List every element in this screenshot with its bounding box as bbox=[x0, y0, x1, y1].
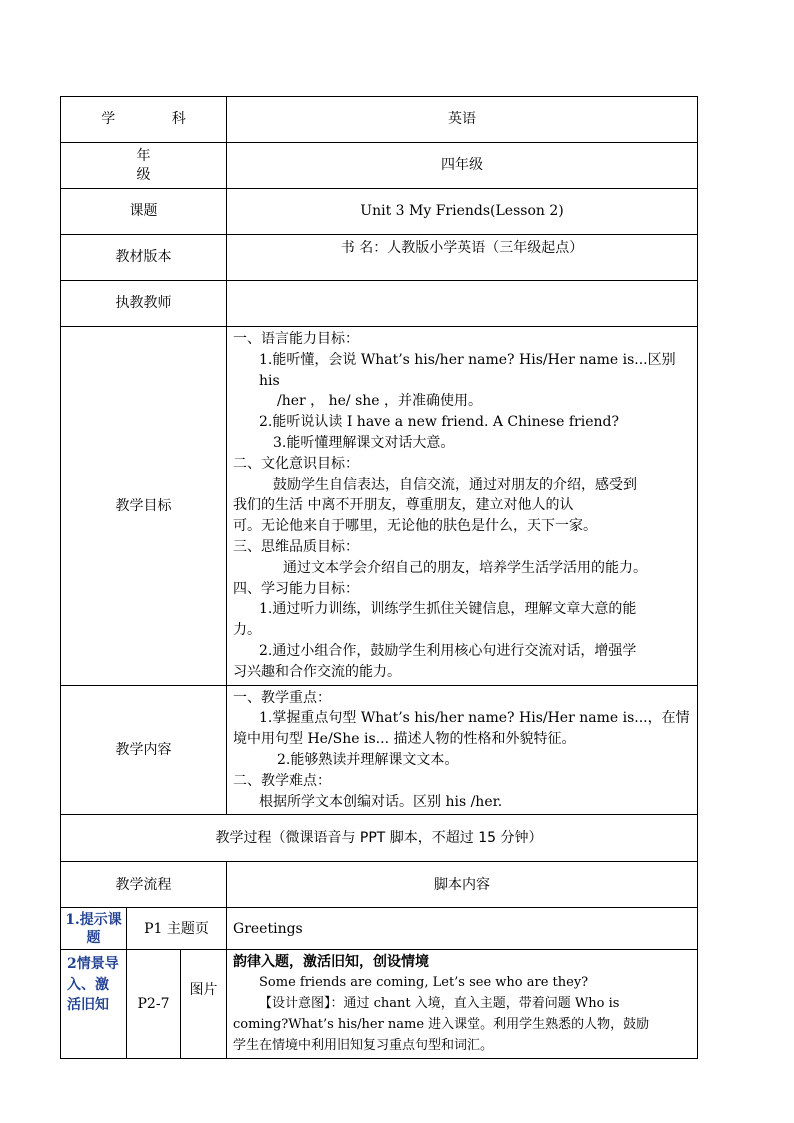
row-content bbox=[61, 685, 698, 815]
flow-label: 教学流程 bbox=[61, 862, 227, 908]
row-teacher bbox=[61, 281, 698, 327]
row-grade bbox=[61, 143, 698, 189]
objectives-label: 教学目标 bbox=[61, 327, 227, 686]
step-script bbox=[227, 950, 698, 1059]
content-label: 教学内容 bbox=[61, 685, 227, 815]
subject-value: 英语 bbox=[227, 97, 698, 143]
teacher-value bbox=[227, 281, 698, 327]
content-line: 一、教学重点： bbox=[233, 689, 332, 706]
content-line: 境中用句型 He/She is... 描述人物的性格和外貌特征。 bbox=[233, 731, 576, 748]
step-pages: P1 主题页 bbox=[127, 908, 227, 950]
objective-line: 我们的生活 中离不开朋友，尊重朋友，建立对他人的认 bbox=[233, 497, 574, 514]
topic-value: Unit 3 My Friends(Lesson 2) bbox=[227, 189, 698, 235]
objective-line: 习兴趣和合作交流的能力。 bbox=[233, 663, 402, 680]
textbook-value: 书 名：人教版小学英语（三年级起点） bbox=[227, 235, 698, 281]
content-line: 二、教学难点： bbox=[233, 772, 332, 789]
process-title: 教学过程（微课语音与 PPT 脚本，不超过 15 分钟） bbox=[61, 815, 698, 862]
objective-line: 力。 bbox=[233, 622, 262, 639]
objective-line: 三、思维品质目标： bbox=[233, 538, 360, 555]
textbook-label: 教材版本 bbox=[61, 235, 227, 281]
objective-line: 通过文本学会介绍自己的朋友，培养学生活学活用的能力。 bbox=[283, 559, 648, 576]
content-line: 1.掌握重点句型 What’s his/her name? His/Her name is...，在情 bbox=[259, 710, 690, 727]
script-line: 【设计意图】：通过 chant 入境，直入主题，带着问题 Who is bbox=[259, 995, 620, 1011]
step-row-2 bbox=[61, 950, 698, 1059]
row-subject bbox=[61, 97, 698, 143]
objective-line: /her ， he/ she ，并准确使用。 bbox=[277, 393, 483, 410]
script-heading: 韵律入题，激活旧知，创设情境 bbox=[233, 954, 430, 971]
objective-line: 可。无论他来自于哪里，无论他的肤色是什么，天下一家。 bbox=[233, 518, 598, 535]
step-type: 图片 bbox=[181, 950, 227, 1059]
row-process-title bbox=[61, 815, 698, 862]
objectives-body bbox=[227, 327, 698, 686]
content-line: 2.能够熟读并理解课文文本。 bbox=[277, 751, 459, 768]
row-textbook bbox=[61, 235, 698, 281]
script-line: 学生在情境中利用旧知复习重点句型和词汇。 bbox=[233, 1037, 494, 1053]
objective-line: 1.通过听力训练，训练学生抓住关键信息，理解文章大意的能 bbox=[259, 601, 637, 618]
row-objectives bbox=[61, 327, 698, 686]
grade-value: 四年级 bbox=[227, 143, 698, 189]
objective-line: 1.能听懂，会说 What’s his/her name? His/Her name is...区别 his bbox=[259, 351, 676, 389]
objective-line: 3.能听懂理解课文对话大意。 bbox=[273, 434, 455, 451]
grade-label: 年 级 bbox=[61, 143, 227, 189]
step-name: 1.提示课题 bbox=[61, 908, 127, 950]
step-row-1 bbox=[61, 908, 698, 950]
objective-line: 四、学习能力目标： bbox=[233, 580, 360, 597]
row-process-header bbox=[61, 862, 698, 908]
step-pages: P2-7 bbox=[127, 950, 181, 1059]
content-line: 根据所学文本创编对话。区别 his /her. bbox=[259, 793, 503, 810]
objective-line: 二、文化意识目标： bbox=[233, 455, 360, 472]
script-line: Some friends are coming, Let’s see who are they? bbox=[259, 975, 589, 991]
script-label: 脚本内容 bbox=[227, 862, 698, 908]
content-body bbox=[227, 685, 698, 815]
script-line: coming?What’s his/her name 进入课堂。利用学生熟悉的人物，鼓励 bbox=[233, 1016, 650, 1032]
teacher-label: 执教教师 bbox=[61, 281, 227, 327]
objective-line: 一、语言能力目标： bbox=[233, 331, 360, 347]
step-name: 2情景导入、激活旧知 bbox=[61, 950, 127, 1059]
objective-line: 鼓励学生自信表达，自信交流，通过对朋友的介绍，感受到 bbox=[273, 476, 638, 493]
objective-line: 2.能听说认读 I have a new friend. A Chinese friend? bbox=[259, 414, 619, 431]
subject-label: 学 科 bbox=[61, 97, 227, 143]
row-topic bbox=[61, 189, 698, 235]
step-script: Greetings bbox=[227, 908, 698, 950]
objective-line: 2.通过小组合作，鼓励学生利用核心句进行交流对话，增强学 bbox=[259, 642, 637, 659]
topic-label: 课题 bbox=[61, 189, 227, 235]
lesson-plan-table bbox=[60, 96, 698, 1059]
